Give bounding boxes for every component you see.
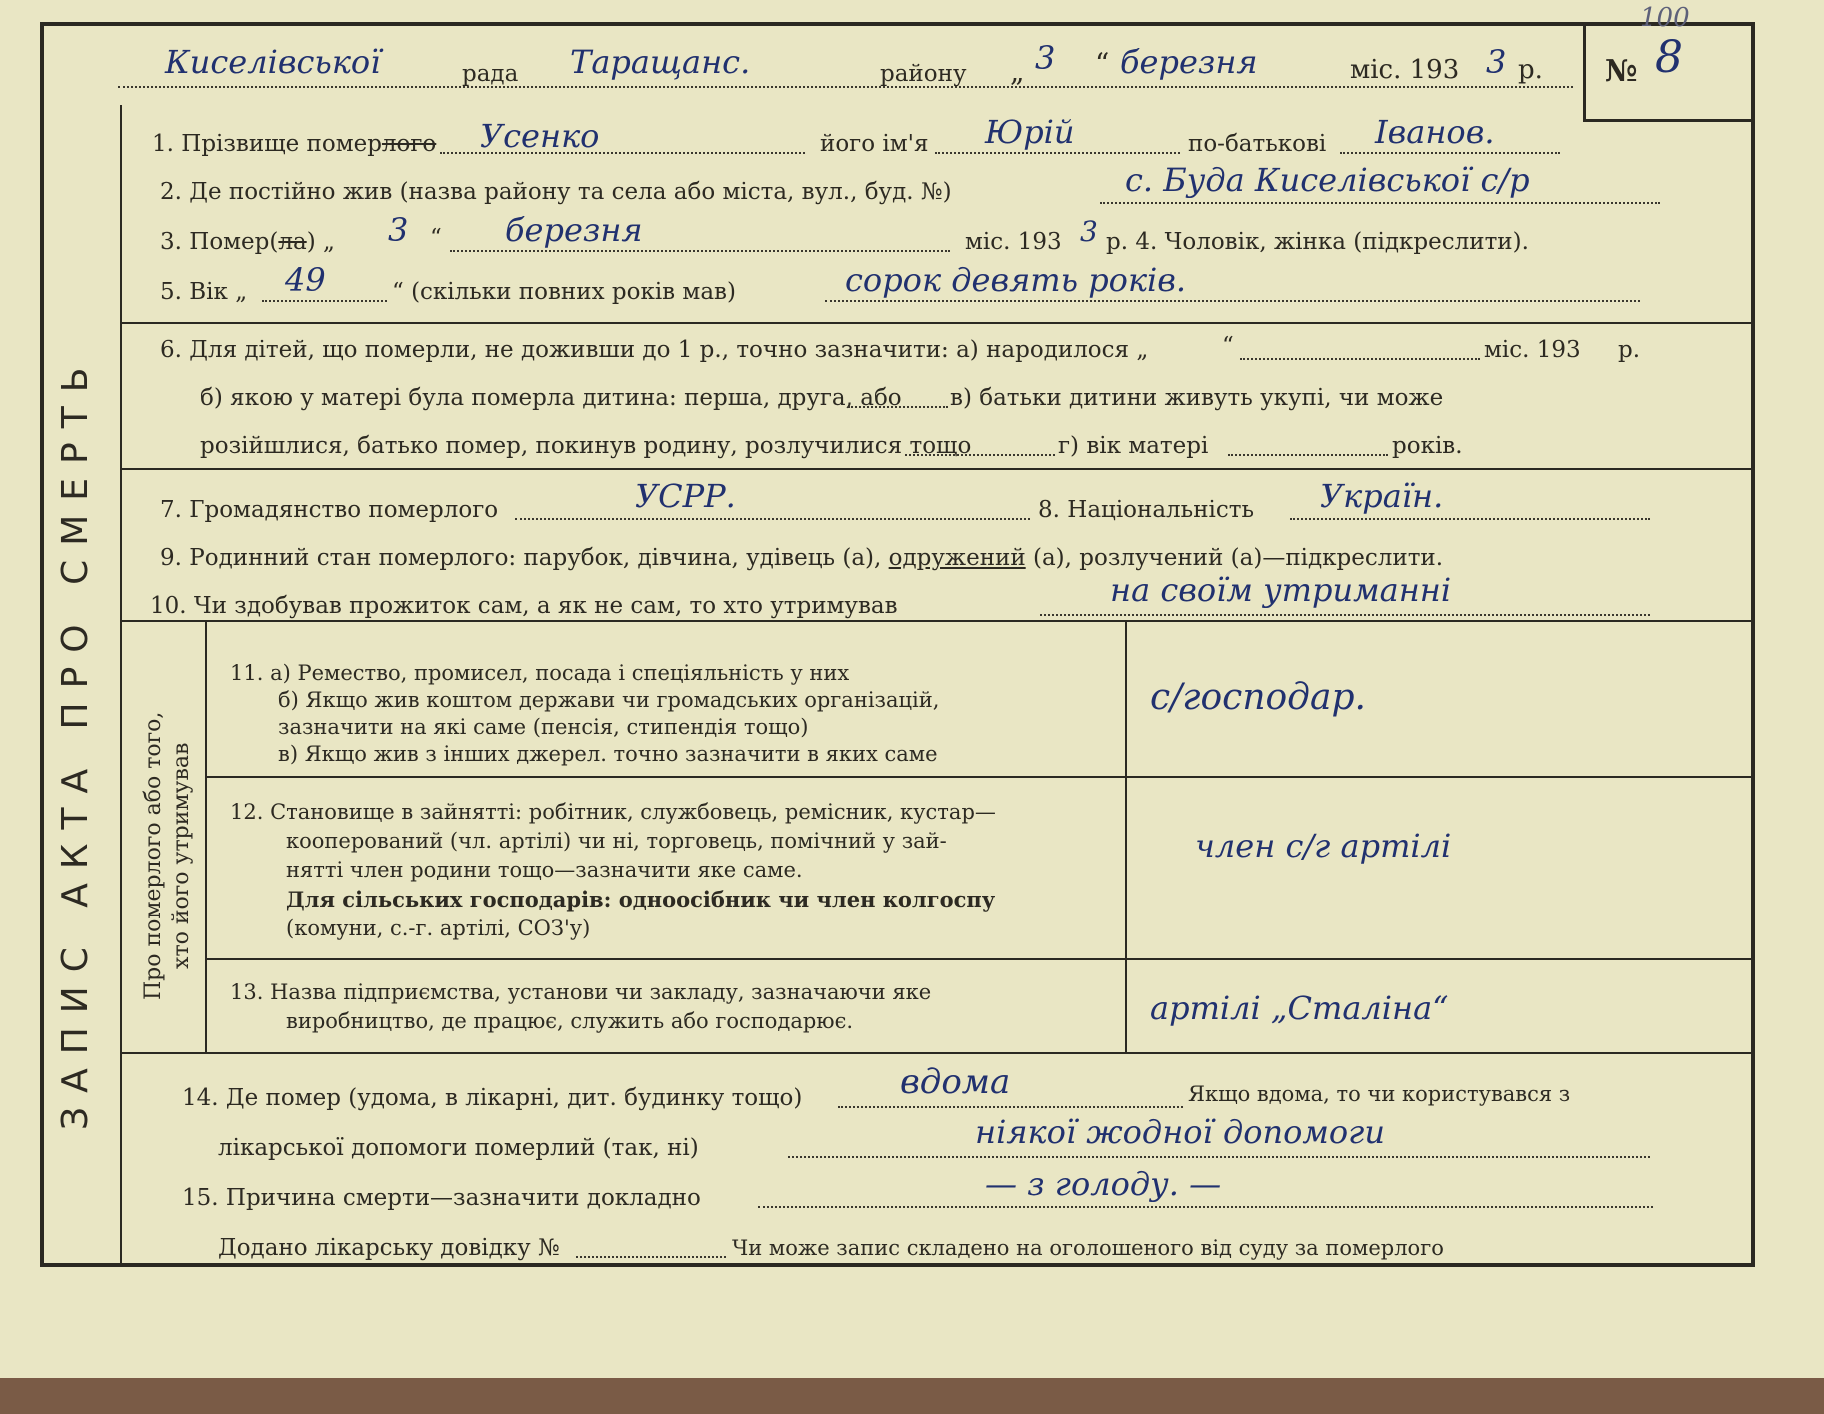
death-day-handwritten: 3 (388, 211, 409, 249)
row15-label: 15. Причина смерти—зазначити докладно (182, 1185, 701, 1211)
place-handwritten: вдома (900, 1062, 1011, 1102)
answer-column-rule (1125, 620, 1127, 1052)
support-handwritten: на своїм утриманні (1110, 571, 1452, 609)
corner-note: 100 (1640, 3, 1690, 33)
row3-year-label: міс. 193 (965, 229, 1062, 255)
patronymic-label: по-батькові (1188, 131, 1327, 157)
enterprise-handwritten: артілі „Сталіна“ (1150, 989, 1449, 1027)
row14-rest: Якщо вдома, то чи користувався з (1188, 1082, 1571, 1106)
year-suffix: р. (1518, 55, 1543, 85)
row14-label: 14. Де помер (удома, в лікарні, дит. будинку тощо) (182, 1085, 803, 1111)
nationality-handwritten: Україн. (1320, 477, 1444, 515)
row5-hint: “ (скільки повних років мав) (392, 279, 736, 305)
row6b-rest: в) батьки дитини живуть укупі, чи може (950, 385, 1444, 411)
raion-label: району (880, 61, 967, 87)
row3-rest: р. 4. Чоловік, жінка (підкреслити). (1106, 229, 1529, 255)
row6c-dots-a (905, 454, 1055, 456)
day-quote-close: “ (1095, 47, 1110, 80)
row3-quote: “ (430, 225, 442, 251)
row11-text: 11. а) Ремество, промисел, посада і спеціяльність у них б) Якщо жив коштом держави чи громадських організацій, зазначити на які саме (пенсія, стипендія тощо) в) Якщо жив з інших джерел. точно зазначити в яких саме (230, 661, 940, 766)
row7-label: 7. Громадянство померлого (160, 497, 499, 523)
married-underlined: одружений (888, 545, 1026, 571)
row8-dots (1290, 518, 1650, 520)
number-handwritten: 8 (1655, 32, 1683, 83)
row14-dots-a (838, 1106, 1183, 1108)
district-handwritten: Таращанс. (570, 43, 751, 81)
day-handwritten: 3 (1035, 39, 1056, 77)
month-handwritten: березня (1120, 43, 1258, 81)
row7-dots (515, 518, 1030, 520)
row5-label: 5. Вік „ (160, 279, 248, 305)
row6b-label: б) якою у матері була померла дитина: перша, друга, або (200, 385, 902, 411)
row6c-label: розійшлися, батько помер, покинув родину, розлучилися тощо (200, 433, 972, 459)
row13-text: 13. Назва підприємства, установи чи закладу, зазначаючи яке виробництво, де працює, служить або господарює. (230, 980, 932, 1033)
left-column-rule (120, 105, 122, 1265)
name-label: його ім'я (820, 131, 929, 157)
row6a-label: 6. Для дітей, що померли, не доживши до 1 р., точно зазначити: а) народилося „ (160, 337, 1149, 363)
patronymic-handwritten: Іванов. (1375, 113, 1495, 151)
row6c-mid: г) вік матері (1058, 433, 1209, 459)
row6a-r: р. (1618, 337, 1641, 363)
row5-dots-a (262, 300, 387, 302)
age-handwritten: 49 (285, 261, 326, 299)
village-handwritten: Киселівської (165, 43, 381, 81)
row2-dots (1100, 202, 1660, 204)
rule-after-6 (120, 468, 1755, 470)
surname-handwritten: Усенко (480, 117, 600, 155)
row16-rest: Чи може запис складено на оголошеного від суду за померлого (732, 1236, 1444, 1260)
day-quote-open: „ (1010, 55, 1025, 88)
occupation-handwritten: с/господар. (1150, 677, 1366, 718)
nationality-label: 8. Національність (1038, 497, 1255, 523)
row9-label: 9. Родинний стан померлого: парубок, дівчина, удівець (а), одружений (а), розлучений (а)—підкреслити. (160, 545, 1444, 571)
residence-handwritten: с. Буда Киселівської с/р (1125, 161, 1530, 199)
row16-label: Додано лікарську довідку № (218, 1235, 560, 1261)
header-dotted-line (118, 86, 1573, 88)
row16-dots (576, 1256, 726, 1258)
citizenship-handwritten: УСРР. (635, 477, 736, 515)
vertical-subtitle: Про померлого або того, хто його утримував (141, 711, 194, 1000)
row15-dots (758, 1206, 1653, 1208)
row1-dots-b (935, 152, 1180, 154)
row12-text: 12. Становище в зайнятті: робітник, службовець, ремісник, кустар— кооперований (чл. артілі) чи ні, торговець, помічний у зай- нятті член родини тощо—зазначити яке саме. Для сільських господарів: одноосібник чи член колгоспу (комуни, с.-г. артілі, СОЗ'у) (230, 800, 996, 940)
row14-dots-b (788, 1156, 1650, 1158)
row6a-dots (1240, 358, 1480, 360)
year-handwritten: 3 (1486, 43, 1507, 81)
rule-after-12 (205, 958, 1755, 960)
rule-after-11 (205, 776, 1755, 778)
age-words-handwritten: сорок девять років. (845, 261, 1187, 299)
row5-dots-b (825, 300, 1640, 302)
vertical-title: ЗАПИС АКТА ПРО СМЕРТЬ (55, 353, 96, 1130)
row6a-quote: “ (1222, 333, 1234, 359)
background-table-edge (0, 1378, 1824, 1414)
rada-label: рада (462, 61, 519, 87)
row2-label: 2. Де постійно жив (назва району та села або міста, вул., буд. №) (160, 179, 952, 205)
row3-dots (450, 250, 950, 252)
cause-handwritten: — з голоду. — (985, 1165, 1222, 1203)
row6b-dots (848, 406, 948, 408)
death-year-handwritten: 3 (1080, 215, 1098, 248)
rule-after-10 (120, 620, 1755, 622)
medical-help-handwritten: ніякої жодної допомоги (975, 1113, 1385, 1151)
month-year-label: міс. 193 (1350, 55, 1460, 85)
rule-after-13 (120, 1052, 1755, 1054)
row1-dots-c (1340, 152, 1560, 154)
row3-label: 3. Помер(ла) „ (160, 229, 335, 255)
sub-column-rule (205, 620, 207, 1052)
employment-handwritten: член с/г артілі (1195, 827, 1452, 865)
name-handwritten: Юрій (985, 113, 1075, 151)
death-month-handwritten: березня (505, 211, 643, 249)
row6c-dots-b (1228, 454, 1388, 456)
rule-after-5 (120, 322, 1755, 324)
row6a-year: міс. 193 (1484, 337, 1581, 363)
row14b-label: лікарської допомоги померлий (так, ні) (218, 1135, 699, 1161)
number-label: № (1605, 54, 1638, 89)
row10-label: 10. Чи здобував прожиток сам, а як не сам, то хто утримував (150, 593, 898, 619)
row1-label: 1. Прізвище померлого (152, 131, 437, 157)
row10-dots (1040, 614, 1650, 616)
row6c-rest: років. (1392, 433, 1463, 459)
